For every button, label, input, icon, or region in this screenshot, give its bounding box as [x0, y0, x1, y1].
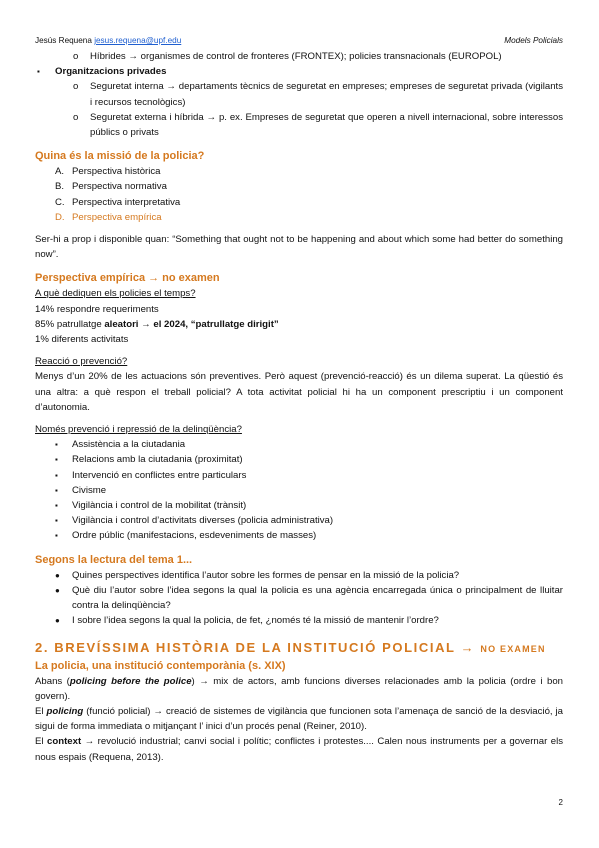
list-item: C. Perspectiva interpretativa: [55, 196, 181, 208]
list-item: D. Perspectiva empírica: [55, 211, 162, 223]
stat-line: 1% diferents activitats: [35, 334, 129, 346]
paragraph: Abans (policing before the police) → mix de actors, amb funcions diverses relacionades amb la policia (ordre i bon govern).: [35, 675, 563, 702]
list-item: ▪ Intervenció en conflictes entre particulars: [55, 469, 247, 481]
list-item: ▪ Vigilància i control de la mobilitat (trànsit): [55, 500, 247, 512]
paragraph: Menys d’un 20% de les actuacions són preventives. Però aquest (prevenció-reacció) és un dilema superat. La qüestió és una altra: a què respon el treball policial? A tota activitat policial hi ha un component prescriptiu i un component d’autonomia.: [35, 371, 563, 413]
list-item: o Seguretat externa i híbrida → p. ex. Empreses de seguretat que operen a nivell internacional, sobre interessos públics o privats: [73, 111, 563, 139]
empirical-question-reaction: Reacció o prevenció?: [35, 356, 128, 368]
list-item: o Híbrides → organismes de control de fronteres (FRONTEX); policies transnacionals (EUROPOL): [73, 51, 502, 62]
header-doc-title: Models Policials: [504, 36, 563, 45]
empirical-question-prevention: Només prevenció i repressió de la delinqüència?: [35, 424, 242, 436]
mission-heading: Quina és la missió de la policia?: [35, 150, 205, 163]
list-item: ● I sobre l’idea segons la qual la policia, de fet, ¿només té la missió de mantenir l’ordre?: [55, 615, 439, 627]
page-content: [35, 49, 563, 765]
section-2-heading: 2. BREVÍSSIMA HISTÒRIA DE LA INSTITUCIÓ POLICIAL → NO EXAMEN: [35, 639, 546, 655]
page-number: 2: [558, 798, 563, 807]
stat-line: 85% patrullatge aleatori → el 2024, “patrullatge dirigit”: [35, 318, 279, 330]
stat-line: 14% respondre requeriments: [35, 303, 159, 315]
paragraph: El context → revolució industrial; canvi social i polític; conflictes i protestes.... Calen nous instruments per a governar els nous espais (Requena, 2013).: [35, 736, 563, 763]
list-item: ● Quines perspectives identifica l’autor sobre les formes de pensar en la missió de la policia?: [55, 569, 460, 581]
author-name: Jesús Requena: [35, 36, 92, 45]
page-header: [35, 36, 563, 45]
paragraph: El policing (funció policial) → creació de sistemes de vigilància que funcionen sota l’amenaça de sanció de la desviació, ja sigui de forma immediata o mitjançant l’ inici d’un procés penal (Reiner, 2010).: [35, 705, 563, 733]
header-author: [35, 36, 181, 45]
list-item: ▪ Civisme: [55, 484, 107, 496]
list-item: ▪ Ordre públic (manifestacions, esdeveniments de masses): [55, 530, 317, 542]
list-item: ▪ Relacions amb la ciutadania (proximitat): [55, 454, 243, 466]
list-item: ▪ Organitzacions privades: [37, 66, 167, 78]
empirical-question-time: A què dediquen els policies el temps?: [35, 288, 196, 300]
list-item: ▪ Vigilància i control d’activitats diverses (policia administrativa): [55, 515, 334, 527]
list-item: A. Perspectiva històrica: [55, 166, 161, 178]
mission-quote: Ser-hi a prop i disponible quan: “Something that ought not to be happening and about which some had better do something now”.: [35, 234, 563, 261]
list-item: ▪ Assistència a la ciutadania: [55, 439, 186, 451]
list-item: ● Què diu l’autor sobre l’idea segons la qual la policia es una agència encarregada única o principalment de lluitar contra la delinqüència?: [55, 584, 563, 612]
section-2-subheading: La policia, una institució contemporània (s. XIX): [35, 659, 286, 672]
empirical-heading: Perspectiva empírica → no examen: [35, 272, 220, 285]
author-email-link[interactable]: jesus.requena@upf.edu: [94, 36, 182, 45]
list-item: B. Perspectiva normativa: [55, 181, 167, 193]
list-item: o Seguretat interna → departaments tècnics de seguretat en empreses; empreses de seguretat privada (vigilants i recursos tecnològics): [73, 81, 563, 108]
lecture-heading: Segons la lectura del tema 1...: [35, 553, 193, 566]
